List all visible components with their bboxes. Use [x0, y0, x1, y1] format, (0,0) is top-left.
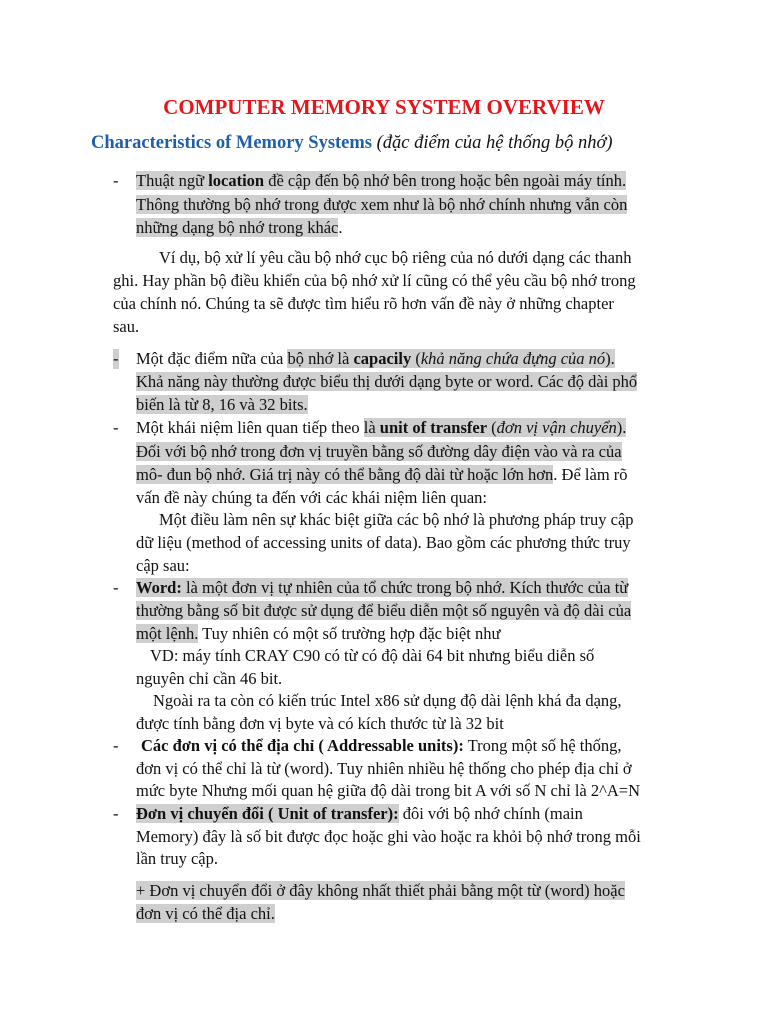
para2-line4: sau.: [113, 317, 140, 336]
para5-line6: Ngoài ra ta còn có kiến trúc Intel x86 sử dụng độ dài lệnh khá đa dạng,: [153, 691, 622, 710]
bullet-dash: -: [113, 171, 119, 190]
para4-line1: Một khái niệm liên quan tiếp theo là unit of transfer (đơn vị vận chuyển).: [136, 418, 627, 437]
para4-line3: mô- đun bộ nhớ. Giá trị này có thể bằng độ dài từ hoặc lớn hơn. Để làm rõ: [136, 465, 628, 484]
page-title: COMPUTER MEMORY SYSTEM OVERVIEW: [163, 95, 605, 119]
para6-line2: đơn vị có thể chỉ là từ (word). Tuy nhiên nhiều hệ thống cho phép địa chỉ ở: [136, 759, 632, 778]
para4-line5: Một điều làm nên sự khác biệt giữa các bộ nhớ là phương pháp truy cập: [159, 510, 634, 529]
bullet-dash: -: [113, 349, 119, 368]
para6-line3: mức byte Nhưng mối quan hệ giữa độ dài trong bit A với số N chỉ là 2^A=N: [136, 781, 640, 800]
bullet-dash: -: [113, 418, 119, 437]
para5-line3: một lệnh. Tuy nhiên có một số trường hợp đặc biệt như: [136, 624, 501, 643]
para3-line1: Một đặc điểm nữa của bộ nhớ là capacily (khả năng chứa đựng của nó).: [136, 349, 615, 368]
para6-line1: Các đơn vị có thể địa chỉ ( Addressable units): Trong một số hệ thống,: [141, 736, 622, 755]
section-heading-vi: (đặc điểm của hệ thống bộ nhớ): [376, 133, 613, 153]
para3-line2: Khả năng này thường được biểu thị dưới dạng byte or word. Các độ dài phổ: [136, 372, 638, 391]
para1-line1: Thuật ngữ location đề cập đến bộ nhớ bên trong hoặc bên ngoài máy tính.: [136, 171, 627, 190]
para4-line2: Đối với bộ nhớ trong đơn vị truyền bằng số đường dây điện vào và ra của: [136, 442, 622, 461]
bullet-dash: -: [113, 578, 119, 597]
para7-line3: lần truy cập.: [136, 849, 219, 868]
section-heading: [91, 133, 613, 154]
para2-line2: ghi. Hay phần bộ điều khiển của bộ nhớ xử lí cũng có thể yêu cầu bộ nhớ trong: [113, 271, 636, 290]
para8-line2: đơn vị có thể địa chỉ.: [136, 904, 275, 923]
para2-line3: của chính nó. Chúng ta sẽ được tìm hiểu rõ hơn vấn đề này ở những chapter: [113, 294, 614, 313]
para7-line2: Memory) đây là số bit được đọc hoặc ghi vào hoặc ra khỏi bộ nhớ trong mỗi: [136, 827, 641, 846]
para5-line4: VD: máy tính CRAY C90 có từ có độ dài 64 bit nhưng biểu diễn số: [150, 646, 595, 665]
para1-line2: Thông thường bộ nhớ trong được xem như là bộ nhớ chính nhưng vẫn còn: [136, 195, 628, 214]
para1-line3: những dạng bộ nhớ trong khác.: [136, 218, 343, 237]
section-heading-main: Characteristics of Memory Systems: [91, 133, 373, 153]
para2-line1: Ví dụ, bộ xử lí yêu cầu bộ nhớ cục bộ riêng của nó dưới dạng các thanh: [159, 248, 632, 267]
para4-line6: dữ liệu (method of accessing units of data). Bao gồm các phương thức truy: [136, 533, 631, 552]
para5-line5: nguyên chỉ cần 46 bit.: [136, 669, 283, 688]
para4-line4: vấn đề này chúng ta đến với các khái niệm liên quan:: [136, 488, 487, 507]
para5-line2: thường bằng số bit được sử dụng để biểu diễn một số nguyên và độ dài của: [136, 601, 632, 620]
para4-line7: cập sau:: [136, 556, 190, 575]
bullet-dash: -: [113, 736, 119, 755]
para5-line7: được tính bằng đơn vị byte và có kích thước từ là 32 bit: [136, 714, 504, 733]
para7-line1: Đơn vị chuyển đổi ( Unit of transfer): đôi với bộ nhớ chính (main: [136, 804, 583, 823]
para5-line1: Word: là một đơn vị tự nhiên của tổ chức trong bộ nhớ. Kích thước của từ: [136, 578, 629, 597]
para8-line1: + Đơn vị chuyển đổi ở đây không nhất thiết phải bằng một từ (word) hoặc: [136, 881, 625, 900]
bullet-dash: -: [113, 804, 119, 823]
para3-line3: biến là từ 8, 16 và 32 bits.: [136, 395, 308, 414]
